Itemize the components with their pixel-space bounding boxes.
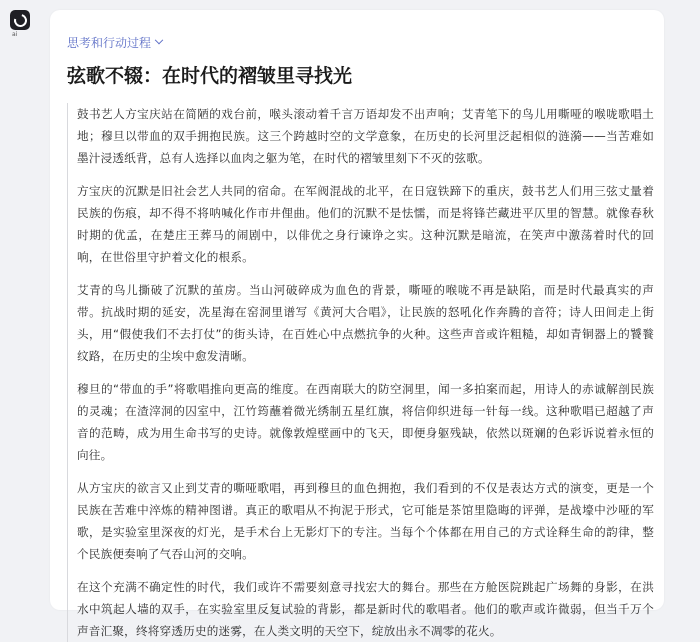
- app-logo-icon: [10, 10, 30, 38]
- article-paragraph: 在这个充满不确定性的时代，我们或许不需要刻意寻找宏大的舞台。那些在方舱医院跳起广场舞的身影，在洪水中筑起人墙的双手，在实验室里反复试验的背影，都是新时代的歌唱者。他们的歌声或许微弱，但当千万个声音汇聚，终将穿透历史的迷雾，在人类文明的天空下，绽放出永不凋零的花火。: [77, 580, 654, 638]
- logo-ring: [11, 11, 29, 29]
- message-card: [50, 10, 664, 638]
- article-paragraph: 方宝庆的沉默是旧社会艺人共同的宿命。在军阀混战的北平，在日寇铁蹄下的重庆，鼓书艺人们用三弦丈量着民族的伤痕，却不得不将呐喊化作市井俚曲。他们的沉默不是怯懦，而是将锋芒藏进平仄里的智慧。就像春秋时期的优孟，在楚庄王葬马的闹剧中，以俳优之身行谏诤之实。这种沉默是暗流，在笑声中激荡着时代的回响，在世俗里守护着文化的根系。: [77, 184, 654, 264]
- article-paragraph: 鼓书艺人方宝庆站在简陋的戏台前，喉头滚动着千言万语却发不出声响；艾青笔下的鸟儿用嘶哑的喉咙歌唱土地；穆旦以带血的双手拥抱民族。这三个跨越时空的文学意象，在历史的长河里泛起相似的涟漪——当苦难如墨汁浸透纸背，总有人选择以血肉之躯为笔，在时代的褶皱里刻下不灭的弦歌。: [77, 107, 654, 165]
- article-paragraph: 从方宝庆的欲言又止到艾青的嘶哑歌唱，再到穆旦的血色拥抱，我们看到的不仅是表达方式的演变，更是一个民族在苦难中淬炼的精神图谱。真正的歌唱从不拘泥于形式，它可能是茶馆里隐晦的评弹，是战壕中沙哑的军歌，是实验室里深夜的灯光，是手术台上无影灯下的专注。当每个个体都在用自己的方式诠释生命的韵律，整个民族便奏响了气吞山河的交响。: [77, 481, 654, 561]
- thinking-process-toggle[interactable]: [67, 35, 654, 51]
- thinking-process-label: 思考和行动过程: [67, 36, 152, 50]
- article-paragraph: 穆旦的“带血的手”将歌唱推向更高的维度。在西南联大的防空洞里，闻一多拍案而起，用诗人的赤诚解剖民族的灵魂；在渣滓洞的囚室中，江竹筠蘸着微光绣制五星红旗，将信仰织进每一针每一线。这种歌唱已超越了声音的范畴，成为用生命书写的史诗。就像敦煌壁画中的飞天，即便身躯残缺，依然以斑斓的色彩诉说着永恒的向往。: [77, 382, 654, 462]
- article-body: [67, 103, 654, 642]
- chevron-down-icon: [155, 36, 163, 44]
- article-title: 弦歌不辍：在时代的褶皱里寻找光: [67, 65, 353, 87]
- logo-tag: ai: [12, 31, 18, 38]
- article-paragraph: 艾青的鸟儿撕破了沉默的茧房。当山河破碎成为血色的背景，嘶哑的喉咙不再是缺陷，而是时代最真实的声带。抗战时期的延安，冼星海在窑洞里谱写《黄河大合唱》，让民族的怒吼化作奔腾的音符；诗人田间走上街头，用“假使我们不去打仗”的街头诗，在百姓心中点燃抗争的火种。这些声音或许粗糙，却如青铜器上的饕餮纹路，在历史的尘埃中愈发清晰。: [77, 283, 654, 363]
